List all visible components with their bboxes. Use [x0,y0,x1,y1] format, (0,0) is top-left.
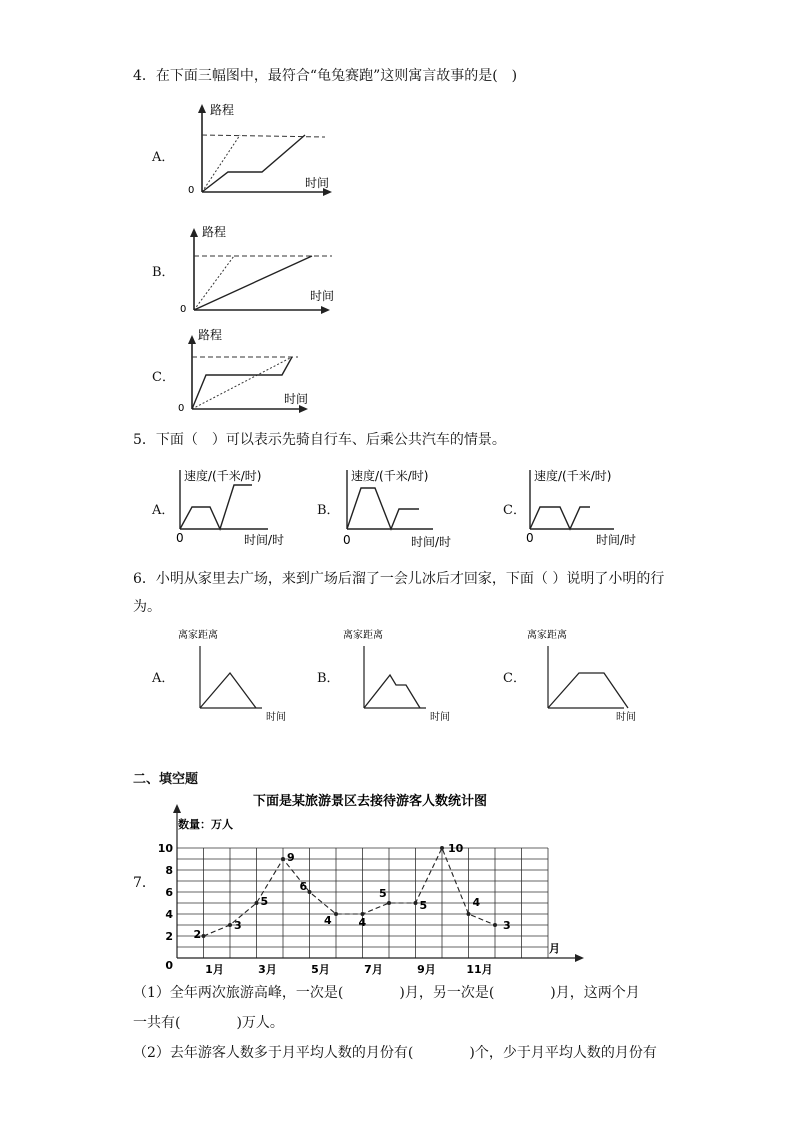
y-tick-label: 2 [165,930,173,943]
q6-option-b-label[interactable]: B． [317,671,340,686]
q4-graph-c [172,325,332,415]
chart-ylabel: 数量：万人 [178,818,233,831]
q4-a-origin: 0 [188,185,195,196]
y-tick-label: 10 [157,842,173,855]
data-point [440,846,444,850]
q4-a-ylabel: 路程 [210,103,235,117]
q6-option-c-label[interactable]: C． [503,671,526,686]
y-tick-label: 4 [165,908,173,921]
q5-c-xlabel: 时间/时 [596,533,637,547]
q5-text: 5．下面（ ）可以表示先骑自行车、后乘公共汽车的情景。 [133,432,506,448]
y-tick-label: 6 [165,886,173,899]
q7-line1: （1）全年两次旅游高峰，一次是( )月，另一次是( )月，这两个月 [133,985,640,1001]
data-label: 3 [234,919,242,932]
data-label: 4 [472,896,481,909]
q4-c-xlabel: 时间 [284,392,309,406]
chart-y-ticks [158,842,174,972]
data-point [467,912,471,916]
section2-title: 二、填空题 [133,772,199,787]
data-point [228,923,232,927]
data-label: 2 [193,928,202,941]
chart-xlabel: 月 [549,942,560,955]
q4-c-origin: 0 [178,403,185,414]
q5-option-a-label[interactable]: A． [152,503,175,518]
q6-c-xlabel: 时间 [616,712,636,723]
q4-a-xlabel: 时间 [305,176,330,190]
q6-a-ylabel: 离家距离 [178,630,218,641]
data-label: 5 [260,895,269,908]
q5-b-xlabel: 时间/时 [411,535,452,549]
chart-grid [177,848,548,958]
q5-option-c-label[interactable]: C． [503,503,526,518]
q6-option-a-label[interactable]: A． [152,671,175,686]
x-axis-arrow [575,954,584,962]
q6-graph-a [176,626,296,726]
q5-c-ylabel: 速度/(千米/时) [534,469,612,483]
q6-b-xlabel: 时间 [430,712,450,723]
chart-title: 下面是某旅游景区去接待游客人数统计图 [252,794,488,809]
q4-text: 4．在下面三幅图中，最符合“龟兔赛跑”这则寓言故事的是( ) [133,68,518,84]
x-tick-label: 1月 [205,963,224,976]
x-tick-label: 3月 [258,963,277,976]
q6-c-ylabel: 离家距离 [527,630,567,641]
q4-b-ylabel: 路程 [202,225,227,239]
data-label: 10 [448,842,464,855]
q7-line2: 一共有( )万人。 [133,1015,284,1031]
q5-a-xlabel: 时间/时 [244,533,285,547]
data-point [281,857,285,861]
q7-line3: （2）去年游客人数多于月平均人数的月份有( )个，少于月平均人数的月份有 [133,1045,657,1061]
q4-b-xlabel: 时间 [310,289,335,303]
q6-a-xlabel: 时间 [266,712,286,723]
data-point [308,890,312,894]
data-label: 4 [358,916,367,929]
data-label: 4 [324,914,332,927]
data-point [387,901,391,905]
q4-graph-a [180,100,340,200]
data-label: 6 [299,880,308,893]
q4-option-c-label[interactable]: C． [152,370,175,385]
x-tick-label: 11月 [466,963,493,976]
x-tick-label: 5月 [311,963,330,976]
chart-axes [173,804,584,962]
q5-option-b-label[interactable]: B． [317,503,340,518]
data-label: 5 [379,887,387,900]
q6-b-ylabel: 离家距离 [343,630,383,641]
q6-graph-b [340,626,460,726]
q7-chart [150,788,590,978]
x-tick-label: 7月 [364,963,383,976]
y-axis-arrow [173,804,181,813]
q4-c-ylabel: 路程 [198,328,223,342]
data-point [493,923,497,927]
data-label: 9 [287,851,295,864]
q5-b-ylabel: 速度/(千米/时) [351,469,429,483]
q6-graph-c [524,626,649,726]
data-point [202,934,206,938]
data-point [255,901,259,905]
x-tick-label: 9月 [417,963,436,976]
q6-text-line2: 为。 [133,599,161,615]
q5-a-ylabel: 速度/(千米/时) [184,469,262,483]
q5-b-origin: 0 [343,533,351,547]
q5-a-origin: 0 [176,531,184,545]
chart-series [194,842,511,941]
q4-option-b-label[interactable]: B． [152,265,175,280]
q7-number: 7． [133,875,156,891]
q5-graph-a [168,462,296,550]
data-point [414,901,418,905]
data-point [334,912,338,916]
q5-graph-b [335,462,463,550]
q4-option-a-label[interactable]: A． [152,150,175,165]
data-label: 3 [503,919,511,932]
q5-graph-c [518,462,648,550]
q4-graph-b [172,222,347,314]
chart-x-ticks [205,963,492,976]
data-label: 5 [419,899,428,912]
q4-b-origin: 0 [180,304,187,314]
q5-c-origin: 0 [526,531,534,545]
q6-text-line1: 6．小明从家里去广场，来到广场后溜了一会儿冰后才回家，下面（ ）说明了小明的行 [133,571,665,587]
y-tick-label: 8 [165,864,173,877]
y-tick-label: 0 [165,959,173,972]
